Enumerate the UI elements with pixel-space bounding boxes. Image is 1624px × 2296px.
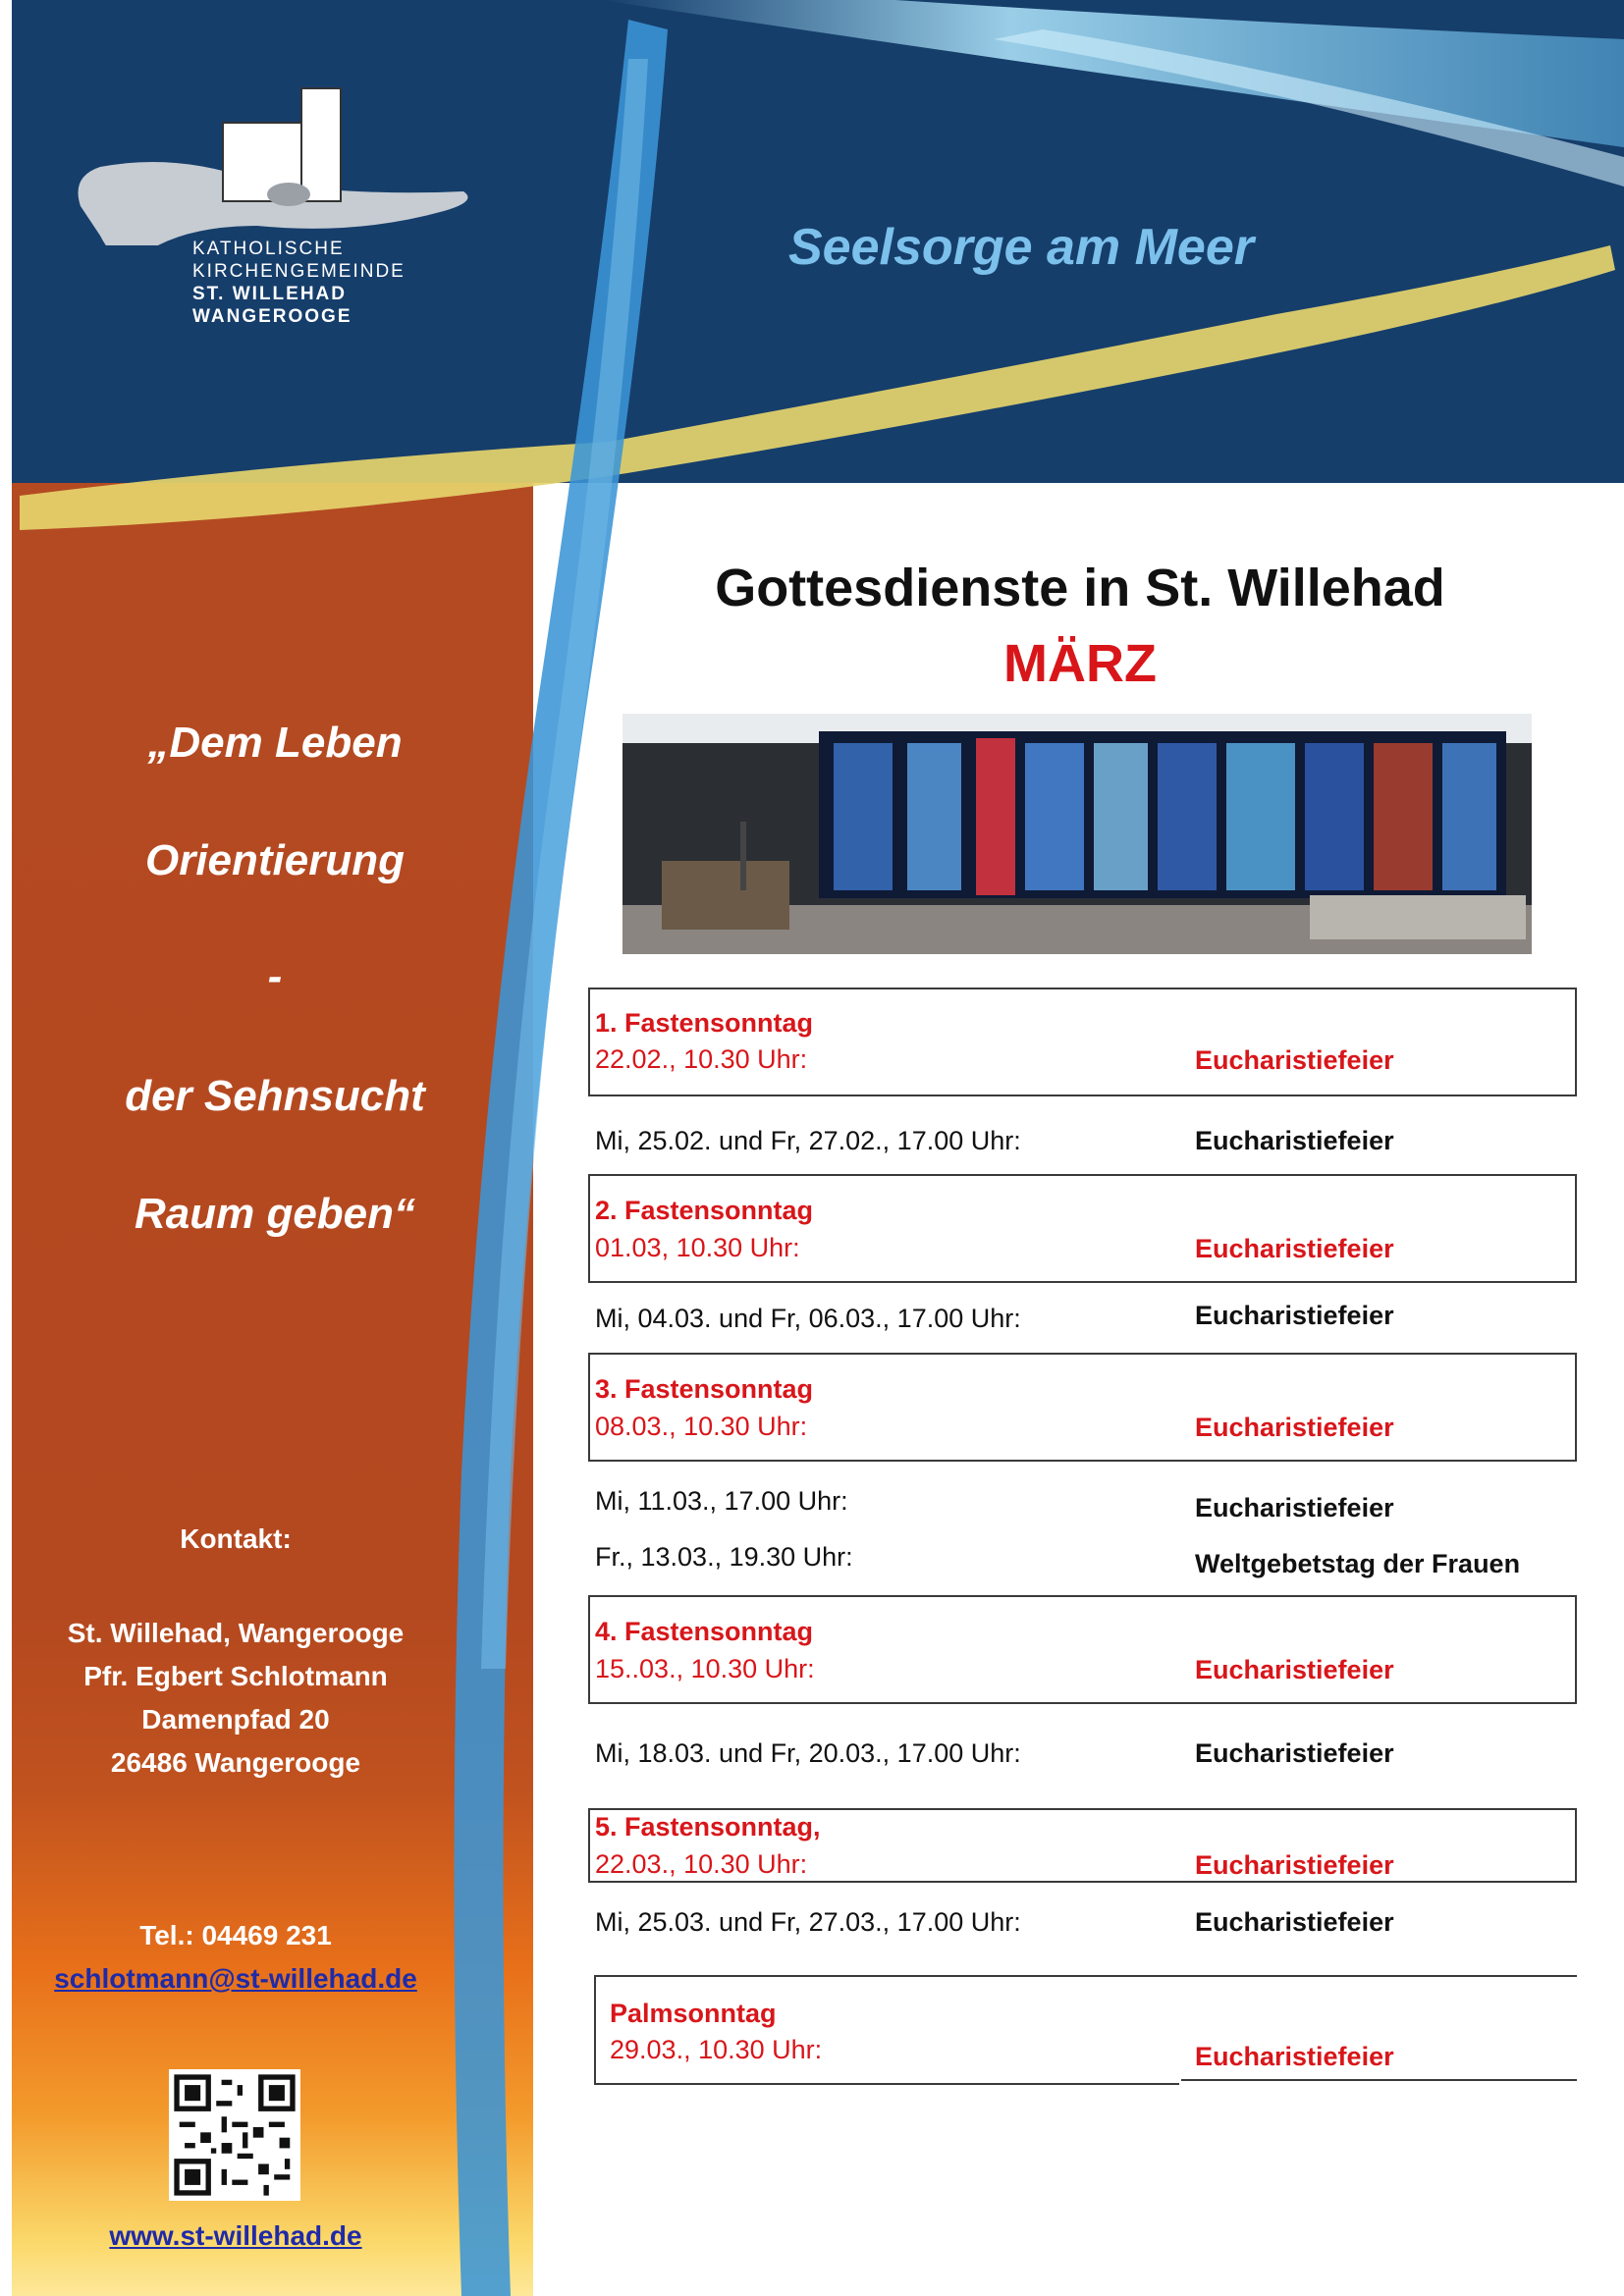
logo-line-1: KATHOLISCHE xyxy=(192,239,345,259)
service-type: Eucharistiefeier xyxy=(1195,1234,1394,1263)
sunday-heading: 5. Fastensonntag, xyxy=(595,1812,821,1842)
parish-name xyxy=(192,238,406,328)
address-line: Pfr. Egbert Schlotmann xyxy=(83,1661,388,1691)
sunday-heading: 2. Fastensonntag xyxy=(595,1196,814,1225)
service-time: 29.03., 10.30 Uhr: xyxy=(610,2035,823,2064)
page-title: Gottesdienste in St. Willehad xyxy=(715,559,1445,617)
service-type: Eucharistiefeier xyxy=(1195,1907,1394,1937)
address-line: St. Willehad, Wangerooge xyxy=(67,1618,405,1648)
quote-line: Raum geben“ xyxy=(134,1190,416,1238)
service-time: Mi, 04.03. und Fr, 06.03., 17.00 Uhr: xyxy=(595,1304,1021,1333)
service-time: 15..03., 10.30 Uhr: xyxy=(595,1654,815,1683)
service-type: Weltgebetstag der Frauen xyxy=(1195,1549,1521,1578)
slogan: Seelsorge am Meer xyxy=(787,219,1255,276)
church-interior-photo xyxy=(623,714,1532,954)
logo-line-3: ST. WILLEHAD xyxy=(192,284,347,304)
service-type: Eucharistiefeier xyxy=(1195,1655,1394,1684)
island-church-logo xyxy=(61,79,483,245)
divider xyxy=(1181,2079,1577,2081)
schedule-box xyxy=(588,988,1577,1096)
service-time: Mi, 25.03. und Fr, 27.03., 17.00 Uhr: xyxy=(595,1907,1021,1937)
quote-line: der Sehnsucht xyxy=(125,1072,425,1120)
contact-heading: Kontakt: xyxy=(180,1523,292,1554)
service-time: 22.02., 10.30 Uhr: xyxy=(595,1044,808,1074)
service-type: Eucharistiefeier xyxy=(1195,1850,1394,1880)
service-time: 22.03., 10.30 Uhr: xyxy=(595,1849,808,1879)
month-heading: MÄRZ xyxy=(1003,634,1157,693)
service-type: Eucharistiefeier xyxy=(1195,1045,1394,1075)
email-link[interactable]: schlotmann@st-willehad.de xyxy=(54,1963,417,1994)
service-time: Mi, 11.03., 17.00 Uhr: xyxy=(595,1486,848,1516)
service-time: 08.03., 10.30 Uhr: xyxy=(595,1412,808,1441)
service-type: Eucharistiefeier xyxy=(1195,1126,1394,1155)
service-time: Mi, 18.03. und Fr, 20.03., 17.00 Uhr: xyxy=(595,1738,1021,1768)
logo-line-4: WANGEROOGE xyxy=(192,306,352,327)
service-time: 01.03, 10.30 Uhr: xyxy=(595,1233,800,1262)
quote-line: Orientierung xyxy=(144,836,406,884)
service-time: Fr., 13.03., 19.30 Uhr: xyxy=(595,1542,853,1572)
logo-line-2: KIRCHENGEMEINDE xyxy=(192,261,406,282)
divider xyxy=(594,1975,1577,1977)
quote-line: „Dem Leben xyxy=(147,719,403,767)
schedule-box xyxy=(588,1353,1577,1462)
service-type: Eucharistiefeier xyxy=(1195,1493,1394,1522)
divider xyxy=(594,1975,596,2085)
website-link[interactable]: www.st-willehad.de xyxy=(109,2220,362,2251)
divider xyxy=(594,2083,1179,2085)
service-type: Eucharistiefeier xyxy=(1195,1301,1394,1330)
schedule-box xyxy=(588,1174,1577,1283)
phone-number: Tel.: 04469 231 xyxy=(139,1920,332,1950)
address-line: 26486 Wangerooge xyxy=(110,1747,361,1778)
service-type: Eucharistiefeier xyxy=(1195,1738,1394,1768)
address-line: Damenpfad 20 xyxy=(141,1704,330,1735)
sunday-heading: 3. Fastensonntag xyxy=(595,1374,814,1404)
service-type: Eucharistiefeier xyxy=(1195,1413,1394,1442)
service-type: Eucharistiefeier xyxy=(1195,2042,1394,2071)
service-time: Mi, 25.02. und Fr, 27.02., 17.00 Uhr: xyxy=(595,1126,1021,1155)
quote-line: - xyxy=(267,952,283,1000)
sunday-heading: 4. Fastensonntag xyxy=(595,1617,814,1646)
sunday-heading: 1. Fastensonntag xyxy=(595,1008,814,1038)
sunday-heading: Palmsonntag xyxy=(610,1999,777,2028)
schedule-box xyxy=(588,1595,1577,1704)
qr-code xyxy=(169,2069,300,2201)
